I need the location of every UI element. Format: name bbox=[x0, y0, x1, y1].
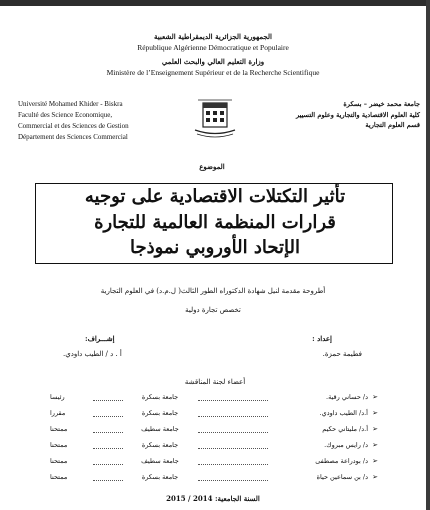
university-block-fr bbox=[18, 99, 178, 143]
jury-member-university: جامعة بسكرة bbox=[141, 409, 179, 417]
jury-row bbox=[50, 457, 380, 471]
university-name-fr: Université Mohamed Khider - Biskra bbox=[18, 100, 123, 108]
jury-row bbox=[50, 393, 380, 407]
jury-member-name: د/ بودراعة مصطفى bbox=[315, 457, 368, 465]
supervisor-name: أ . د / الطيب داودي. bbox=[63, 350, 122, 358]
subject-label: الموضوع bbox=[199, 162, 225, 171]
jury-member-role: مقررا bbox=[50, 409, 66, 417]
dotted-leader bbox=[198, 400, 268, 401]
thesis-description: أطروحة مقدمة لنيل شهادة الدكتوراه الطور الثالث( ل.م.د) في العلوم التجارية bbox=[100, 287, 326, 295]
jury-row bbox=[50, 441, 380, 455]
dotted-leader bbox=[93, 480, 123, 481]
bullet-arrow-icon: ➢ bbox=[372, 409, 378, 417]
faculty-ar: كلية العلوم الاقتصادية والتجارية وعلوم التسيير bbox=[296, 110, 420, 119]
page-right-edge bbox=[426, 0, 430, 510]
jury-member-role: ممتحنا bbox=[50, 425, 68, 433]
jury-member-name: د/ بن سماعين حياة bbox=[316, 473, 368, 481]
dotted-leader bbox=[93, 464, 123, 465]
jury-member-role: ممتحنا bbox=[50, 441, 68, 449]
jury-member-university: جامعة بسكرة bbox=[141, 441, 179, 449]
jury-row bbox=[50, 409, 380, 423]
thesis-title-line-2: قرارات المنظمة العالمية للتجارة bbox=[94, 212, 336, 233]
dotted-leader bbox=[198, 464, 268, 465]
prepared-by-name: فطيمة حمزة. bbox=[322, 350, 362, 358]
bullet-arrow-icon: ➢ bbox=[372, 425, 378, 433]
ministry-fr: Ministère de l’Enseignement Supérieur et de la Recherche Scientifique bbox=[106, 68, 320, 77]
dotted-leader bbox=[93, 400, 123, 401]
jury-member-university: جامعة سطيف bbox=[141, 425, 179, 433]
dotted-leader bbox=[198, 416, 268, 417]
faculty-line-1-fr: Faculté des Science Economique, bbox=[18, 111, 113, 119]
gov-title-ar: الجمهورية الجزائرية الديمقراطية الشعبية bbox=[153, 32, 272, 41]
dotted-leader bbox=[93, 432, 123, 433]
faculty-line-2-fr: Commercial et des Sciences de Gestion bbox=[18, 122, 129, 130]
university-name-ar: جامعة محمد خيضر – بسكرة bbox=[343, 100, 420, 108]
page-top-edge bbox=[0, 0, 430, 6]
jury-member-university: جامعة بسكرة bbox=[141, 393, 179, 401]
dotted-leader bbox=[198, 432, 268, 433]
gov-title-fr: République Algérienne Démocratique et Populaire bbox=[137, 43, 289, 52]
jury-member-name: أ.د/ الطيب داودي. bbox=[319, 409, 368, 417]
specialty: تخصص تجارة دولية bbox=[185, 306, 241, 314]
jury-row bbox=[50, 473, 380, 487]
bullet-arrow-icon: ➢ bbox=[372, 441, 378, 449]
jury-row bbox=[50, 425, 380, 439]
jury-member-name: د/ رايس مبروك. bbox=[324, 441, 368, 449]
thesis-title-line-1: تأثير التكتلات الاقتصادية على توجيه bbox=[84, 186, 346, 207]
jury-member-university: جامعة بسكرة bbox=[141, 473, 179, 481]
prepared-by-label: إعداد : bbox=[312, 334, 332, 343]
bullet-arrow-icon: ➢ bbox=[372, 393, 378, 401]
jury-title: أعضاء لجنة المناقشة bbox=[184, 378, 246, 386]
department-ar: قسم العلوم التجارية bbox=[365, 121, 420, 129]
university-block-ar bbox=[250, 99, 420, 131]
university-logo bbox=[190, 94, 240, 138]
bullet-arrow-icon: ➢ bbox=[372, 457, 378, 465]
jury-member-role: رئيسا bbox=[50, 393, 65, 401]
thesis-title-line-3: الإتحاد الأوروبي نموذجا bbox=[129, 237, 301, 258]
dotted-leader bbox=[198, 448, 268, 449]
dotted-leader bbox=[93, 416, 123, 417]
jury-member-name: أ.د/ مليتاني حكيم bbox=[322, 425, 368, 433]
dotted-leader bbox=[93, 448, 123, 449]
bullet-arrow-icon: ➢ bbox=[372, 473, 378, 481]
dotted-leader bbox=[198, 480, 268, 481]
jury-member-role: ممتحنا bbox=[50, 473, 68, 481]
jury-member-university: جامعة سطيف bbox=[141, 457, 179, 465]
jury-member-role: ممتحنا bbox=[50, 457, 68, 465]
ministry-ar: وزارة التعليم العالي والبحث العلمي bbox=[161, 57, 265, 66]
supervisor-label: إشـــراف: bbox=[85, 334, 115, 343]
department-fr: Département des Sciences Commercial bbox=[18, 133, 128, 141]
thesis-title-box bbox=[35, 183, 393, 264]
academic-year: السنة الجامعية: 2014 / 2015 bbox=[166, 494, 260, 503]
jury-member-name: د/ حساني رقية. bbox=[326, 393, 368, 401]
